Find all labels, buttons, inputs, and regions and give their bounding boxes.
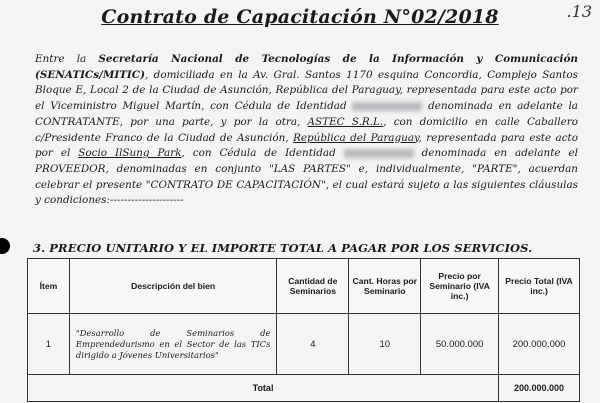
- header-horas: Cant. Horas por Seminario: [349, 259, 421, 314]
- header-cantidad: Cantidad de Seminarios: [277, 259, 349, 314]
- cell-horas: 10: [349, 314, 421, 375]
- intro-text-3: denominada en adelante la CONTRATANTE, por una parte, y por la otra,: [35, 100, 579, 128]
- astec-name: ASTEC S.R.L.: [307, 115, 384, 128]
- cell-item: 1: [28, 314, 70, 375]
- table-row: [28, 314, 580, 375]
- intro-text-2: , domiciliada en la Av. Gral. Santos 1170 esquina Concordia, Complejo Santos Bloque E, Local 2 de la Ciudad de Asunción, República del Paraguay, representada para este acto por el Viceministro Miguel Martín, con Cédula de Identidad: [35, 68, 578, 113]
- cell-descripcion: "Desarrollo de Seminarios de Emprendedurismo en el Sector de las TICs dirigido a Jóvenes Universitarios": [69, 314, 277, 375]
- intro-text-7: denominada en adelante el PROVEEDOR, denominadas en conjunto "LAS PARTES" e, individualmente, "PARTE", acuerdan celebrar el presente "CONTRATO DE CAPACITACIÓN", el cual estará sujeto a las siguientes cláusulas y condiciones:---------------------: [35, 147, 578, 207]
- total-label: Total: [28, 375, 499, 402]
- intro-text-4: , con domicilio en calle Caballero c/Presidente Franco de la Ciudad de Asunción,: [35, 115, 578, 144]
- header-descripcion: Descripción del bien: [69, 259, 277, 314]
- cell-cantidad: 4: [277, 314, 349, 375]
- header-precio-total: Precio Total (IVA inc.): [499, 259, 580, 314]
- section-heading: 3. PRECIO UNITARIO Y EL IMPORTE TOTAL A PAGAR POR LOS SERVICIOS.: [33, 241, 533, 255]
- intro-text-1: Entre la: [35, 53, 99, 65]
- secretaria-name: Secretaría Nacional de Tecnologías de la Información y Comunicación (SENATICs/MITIC): [35, 53, 578, 81]
- total-value: 200.000.000: [499, 375, 580, 402]
- contract-title: Contrato de Capacitación N°02/2018: [101, 6, 499, 28]
- header-item: Ítem: [28, 259, 70, 314]
- redacted-id-1: [352, 102, 422, 111]
- intro-text-5: , representada para este acto por el: [35, 131, 578, 160]
- page-number-mark: .13: [566, 2, 592, 21]
- redacted-id-2: [344, 149, 414, 158]
- price-table: [27, 258, 580, 402]
- table-header-row: [28, 259, 580, 314]
- header-precio: Precio por Seminario (IVA inc.): [421, 259, 499, 314]
- table-total-row: [28, 375, 580, 402]
- republica-text: República del Paraguay: [293, 131, 419, 144]
- socio-name: Socio IlSung Park: [78, 147, 182, 160]
- intro-text-6: , con Cédula de Identidad: [181, 147, 344, 160]
- intro-paragraph: [35, 52, 578, 209]
- cell-precio: 50.000.000: [421, 314, 499, 375]
- cell-precio-total: 200.000.000: [499, 314, 580, 375]
- punch-hole: [0, 238, 10, 254]
